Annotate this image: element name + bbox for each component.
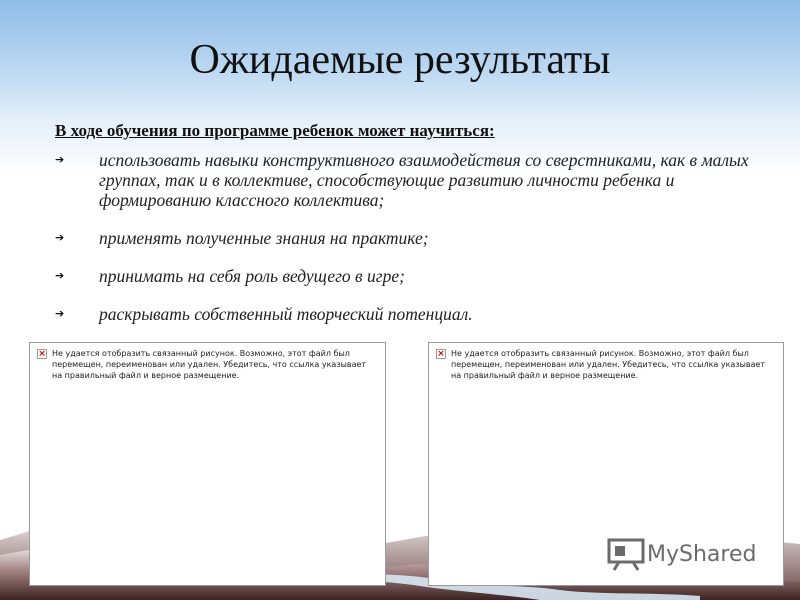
broken-image-message: Не удается отобразить связанный рисунок. Возможно, этот файл был перемещен, переименован или удален. Убедитесь, что ссылка указывает на правильный файл и верное размещение. <box>451 349 766 380</box>
arrow-bullet-icon: ➔ <box>55 153 65 166</box>
broken-image-icon: × <box>38 349 46 359</box>
presentation-board-icon <box>607 537 645 571</box>
arrow-bullet-icon: ➔ <box>55 269 65 282</box>
bullet-item <box>55 228 755 248</box>
watermark-text: MyShared <box>647 541 757 567</box>
broken-image-icon: × <box>437 349 445 359</box>
broken-image-left <box>29 342 386 586</box>
bullet-text: использовать навыки конструктивного взаимодействия со сверстниками, как в малых группах, так и в коллективе, способствующие развитию личности ребенка и формированию классного коллектива; <box>99 150 749 210</box>
bullet-list <box>55 150 755 342</box>
bullet-item <box>55 150 755 210</box>
arrow-bullet-icon: ➔ <box>55 231 65 244</box>
bullet-item <box>55 266 755 286</box>
slide-title: Ожидаемые результаты <box>189 37 611 83</box>
bullet-text: принимать на себя роль ведущего в игре; <box>99 266 405 286</box>
intro-text: В ходе обучения по программе ребенок может научиться: <box>55 121 495 140</box>
arrow-bullet-icon: ➔ <box>55 307 65 320</box>
broken-image-message: Не удается отобразить связанный рисунок. Возможно, этот файл был перемещен, переименован или удален. Убедитесь, что ссылка указывает на правильный файл и верное размещение. <box>52 349 367 380</box>
myshared-watermark <box>607 536 756 572</box>
bullet-text: применять полученные знания на практике; <box>99 228 429 248</box>
bullet-text: раскрывать собственный творческий потенциал. <box>99 304 473 324</box>
bullet-item <box>55 304 755 324</box>
